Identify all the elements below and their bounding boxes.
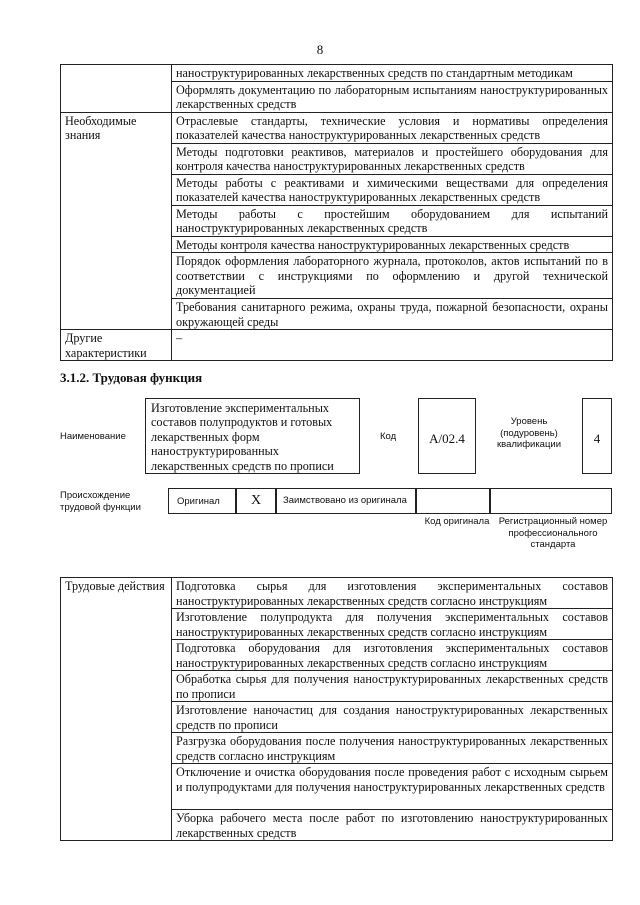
- table-row: [61, 112, 613, 143]
- table-cell: Требования санитарного режима, охраны труда, пожарной безопасности, охраны окружающей среды: [172, 299, 613, 330]
- table-cell: наноструктурированных лекарственных средств по стандартным методикам: [172, 65, 613, 82]
- table-cell: Отраслевые стандарты, технические условия и нормативы определения показателей качества наноструктурированных лекарственных средств: [172, 112, 613, 143]
- level-label: Уровень (подуровень) квалификации: [496, 416, 562, 450]
- borrowed-cell: Заимствовано из оригинала: [276, 488, 416, 514]
- table-cell: Методы работы с простейшим оборудованием для испытаний наноструктурированных лекарственных средств: [172, 205, 613, 236]
- knowledge-label: Необходимые знания: [61, 112, 172, 330]
- table-cell: Методы контроля качества наноструктурированных лекарственных средств: [172, 236, 613, 253]
- code-label: Код: [380, 431, 397, 442]
- actions-label: Трудовые действия: [61, 578, 172, 841]
- table-cell: Методы подготовки реактивов, материалов и простейшего оборудования для контроля качества наноструктурированных лекарственных средств: [172, 143, 613, 174]
- origin-row: [168, 488, 612, 514]
- code-caption: Код оригинала: [424, 516, 490, 527]
- origin-reg-cell: [490, 488, 612, 514]
- actions-table: [60, 577, 613, 841]
- function-name: Изготовление экспериментальных составов полупродуктов и готовых лекарственных форм наноструктурированных лекарственных средств по прописи: [145, 398, 360, 474]
- other-characteristics-label: Другие характеристики: [61, 330, 172, 361]
- table-cell-label: [61, 65, 172, 113]
- table-row: [61, 65, 613, 82]
- table-cell: Методы работы с реактивами и химическими веществами для определения показателей качества наноструктурированных лекарственных средств: [172, 174, 613, 205]
- original-cell: Оригинал: [168, 488, 236, 514]
- table-cell: –: [172, 330, 613, 361]
- origin-label: Происхождение трудовой функции: [60, 490, 141, 513]
- name-label: Наименование: [60, 431, 126, 442]
- code-value: А/02.4: [418, 398, 476, 474]
- reg-caption: Регистрационный номер профессионального стандарта: [498, 516, 608, 550]
- original-mark: X: [236, 488, 276, 514]
- origin-code-cell: [416, 488, 490, 514]
- table-cell: Оформлять документацию по лабораторным испытаниям наноструктурированных лекарственных средств: [172, 81, 613, 112]
- table-cell: Уборка рабочего места после работ по изготовлению наноструктурированных лекарственных средств: [172, 810, 613, 841]
- knowledge-table: [60, 64, 613, 361]
- table-cell: Подготовка сырья для изготовления экспериментальных составов наноструктурированных лекарственных средств согласно инструкциям: [172, 578, 613, 609]
- table-cell: Подготовка оборудования для изготовления экспериментальных составов наноструктурированных лекарственных средств согласно инструкциям: [172, 640, 613, 671]
- table-cell: Отключение и очистка оборудования после проведения работ с исходным сырьем и полупродуктами для получения наноструктурированных лекарственных средств: [172, 764, 613, 810]
- table-row: [61, 330, 613, 361]
- table-cell: Порядок оформления лабораторного журнала, протоколов, актов испытаний по в соответствии с инструкциями по оформлению и другой технической документацией: [172, 253, 613, 299]
- table-cell: Изготовление полупродукта для получения экспериментальных составов наноструктурированных лекарственных средств согласно инструкциям: [172, 609, 613, 640]
- table-cell: Изготовление наночастиц для создания наноструктурированных лекарственных средств по прописи: [172, 702, 613, 733]
- table-cell: Обработка сырья для получения наноструктурированных лекарственных средств по прописи: [172, 671, 613, 702]
- table-cell: Разгрузка оборудования после получения наноструктурированных лекарственных средств согласно инструкциям: [172, 733, 613, 764]
- section-heading: 3.1.2. Трудовая функция: [60, 370, 203, 385]
- level-value: 4: [582, 398, 612, 474]
- page-number: 8: [316, 42, 324, 57]
- table-row: [61, 578, 613, 609]
